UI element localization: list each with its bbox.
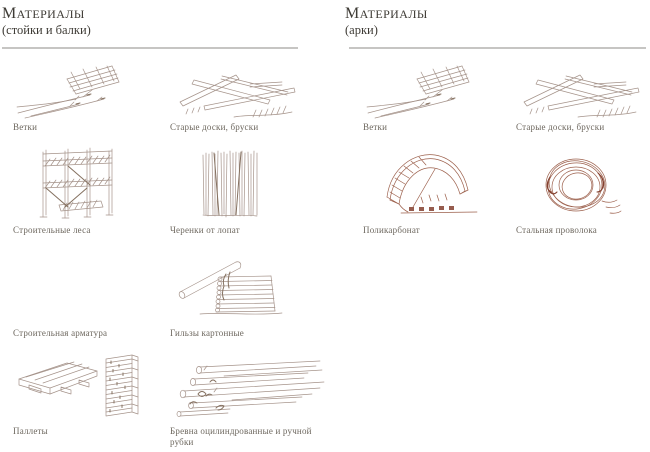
material-label: Гильзы картонные bbox=[170, 328, 244, 338]
sketch-scaffolding bbox=[13, 145, 148, 223]
material-label: Старые доски, бруски bbox=[170, 122, 259, 132]
material-label: Старые доски, бруски bbox=[516, 122, 605, 132]
section-title: МАТЕРИАЛЫ bbox=[2, 5, 85, 22]
material-label: Паллеты bbox=[13, 426, 48, 436]
material-label: Ветки bbox=[13, 122, 38, 132]
sketch-polycarbonate bbox=[363, 145, 498, 223]
section-header-arches bbox=[345, 3, 428, 38]
material-label: Строительная арматура bbox=[13, 328, 108, 338]
sketch-branches bbox=[363, 62, 498, 120]
section-divider bbox=[2, 47, 298, 49]
sketch-branches bbox=[13, 62, 148, 120]
material-label: Черенки от лопат bbox=[170, 225, 240, 235]
material-card-steel-wire bbox=[514, 145, 650, 236]
sketch-old-boards bbox=[170, 62, 305, 120]
section-header-posts-beams bbox=[2, 3, 91, 38]
sketch-rebar-blank bbox=[13, 248, 148, 326]
material-card-branches bbox=[363, 62, 511, 133]
sketch-logs bbox=[170, 352, 330, 424]
material-label: Ветки bbox=[363, 122, 388, 132]
material-card-pallets bbox=[13, 352, 161, 437]
sketch-shovel-handles bbox=[170, 145, 305, 223]
section-title: МАТЕРИАЛЫ bbox=[345, 5, 428, 22]
material-card-old-boards bbox=[170, 62, 318, 133]
material-card-polycarbonate bbox=[363, 145, 511, 236]
material-card-logs bbox=[170, 352, 330, 448]
material-label: Стальная проволока bbox=[516, 225, 598, 235]
material-label: Поликарбонат bbox=[363, 225, 420, 235]
material-card-shovel-handles bbox=[170, 145, 318, 236]
material-label: Бревна оцилиндрованные и ручной рубки bbox=[170, 426, 312, 447]
sketch-old-boards bbox=[514, 62, 649, 120]
sketch-cardboard-tubes bbox=[170, 248, 305, 326]
material-card-old-boards bbox=[514, 62, 650, 133]
material-card-branches bbox=[13, 62, 161, 133]
sketch-steel-wire bbox=[514, 145, 649, 223]
material-card-scaffolding bbox=[13, 145, 161, 236]
section-subtitle: (арки) bbox=[345, 23, 378, 37]
material-card-rebar bbox=[13, 248, 161, 339]
section-divider bbox=[349, 47, 646, 49]
sketch-pallets bbox=[13, 352, 148, 424]
section-subtitle: (стойки и балки) bbox=[2, 23, 91, 37]
material-label: Строительные леса bbox=[13, 225, 91, 235]
material-card-cardboard-tubes bbox=[170, 248, 318, 339]
